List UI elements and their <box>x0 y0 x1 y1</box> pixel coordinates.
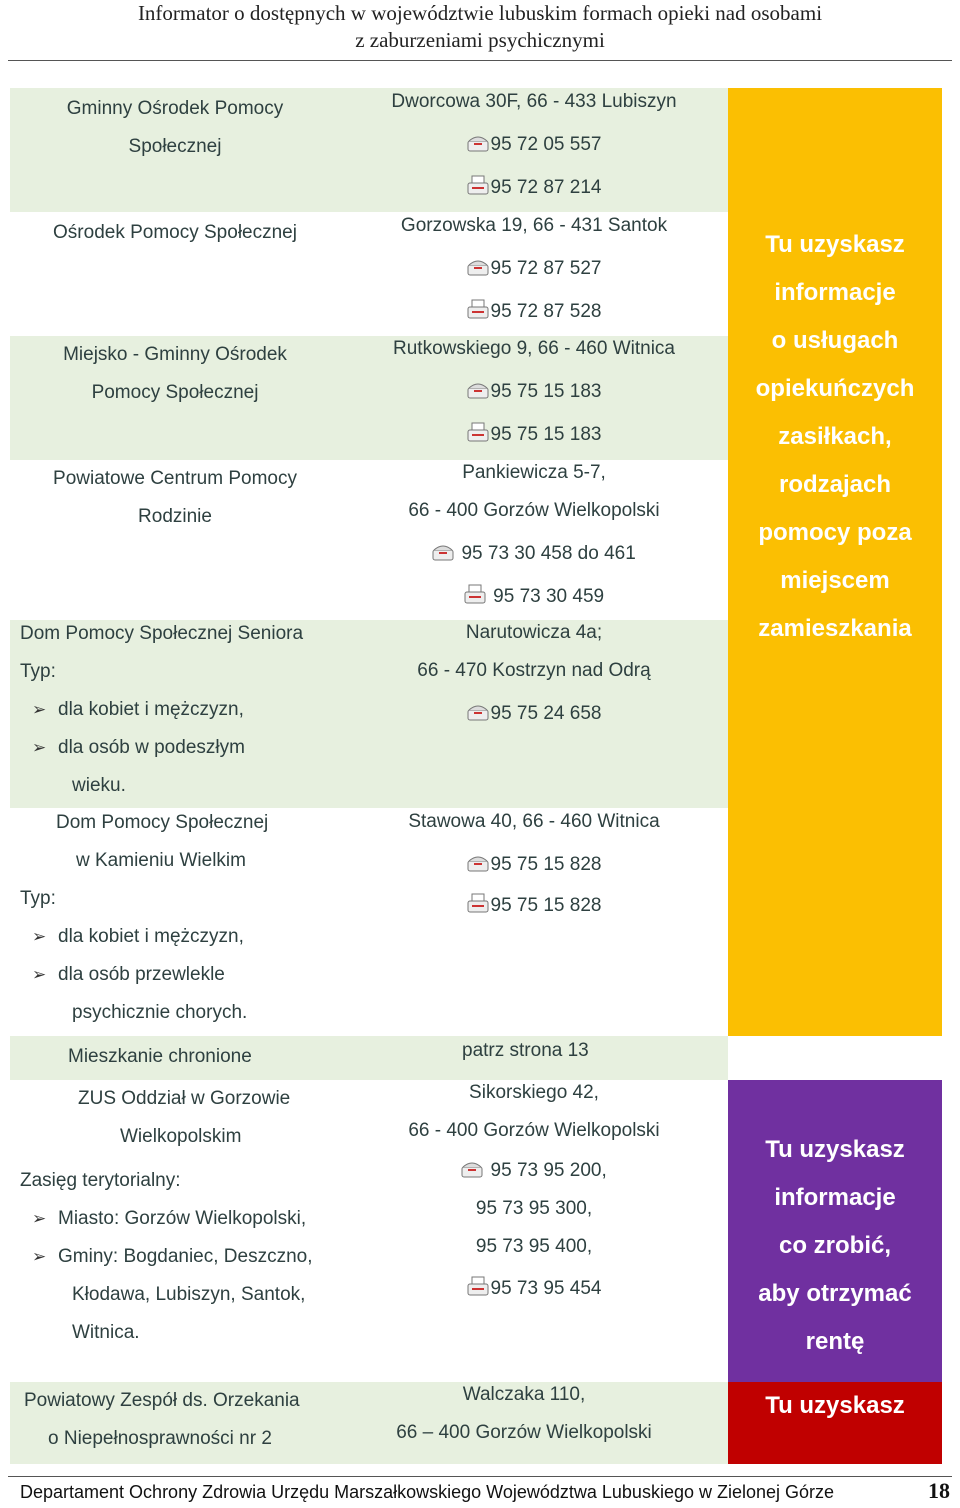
footer-divider <box>8 1476 952 1477</box>
info-box-care-services <box>728 88 942 1036</box>
fax-entry: 95 75 15 183 <box>340 416 728 454</box>
list-item: ➢ Gminy: Bogdaniec, Deszczno, <box>20 1238 338 1276</box>
fax-icon <box>467 171 489 191</box>
info-box-line: aby otrzymać <box>758 1280 912 1307</box>
header-line-2: z zaburzeniami psychicznymi <box>355 28 605 52</box>
row-dps-kamien-wielki <box>10 808 728 1036</box>
phone-entry: 95 75 24 658 <box>340 695 728 733</box>
list-item-continuation: Witnica. <box>72 1322 140 1343</box>
info-box-line: co zrobić, <box>778 1232 892 1259</box>
institution-name: Gminny Ośrodek Pomocy <box>66 98 284 119</box>
info-box-line: Tu uzyskasz <box>765 231 905 258</box>
telephone-icon <box>467 128 489 146</box>
info-box-line: Tu uzyskasz <box>765 1136 905 1163</box>
list-item: ➢ dla kobiet i mężczyzn, <box>20 691 330 729</box>
phone-entry: 95 72 87 527 <box>340 250 728 288</box>
institution-name: Dom Pomocy Społecznej <box>56 812 269 833</box>
info-box-line: zasiłkach, <box>778 423 892 450</box>
phone-entry: 95 75 15 183 <box>340 373 728 411</box>
institution-name: w Kamieniu Wielkim <box>76 850 246 871</box>
info-box-line: informacje <box>774 279 896 306</box>
fax-entry: 95 72 87 214 <box>340 169 728 207</box>
list-item-continuation: psychicznie chorych. <box>72 1002 248 1023</box>
scope-label: Zasięg terytorialny: <box>20 1170 181 1191</box>
institution-name: Pomocy Społecznej <box>91 382 259 403</box>
fax-entry: 95 73 95 454 <box>340 1270 728 1308</box>
institution-name: Ośrodek Pomocy Społecznej <box>53 222 297 243</box>
info-box-line: zamieszkania <box>758 615 912 642</box>
info-box-line: o usługach <box>771 327 899 354</box>
address: Gorzowska 19, 66 - 431 Santok <box>400 215 668 236</box>
footer-text: Departament Ochrony Zdrowia Urzędu Marszałkowskiego Województwa Lubuskiego w Zielonej Górze <box>20 1482 835 1502</box>
address: Rutkowskiego 9, 66 - 460 Witnica <box>393 338 675 359</box>
address: Walczaka 110, <box>462 1384 586 1405</box>
info-box-pension <box>728 1080 942 1382</box>
page-reference: patrz strona 13 <box>462 1040 589 1061</box>
header-line-1: Informator o dostępnych w województwie lubuskim formach opieki nad osobami <box>137 1 823 25</box>
list-item: ➢ dla kobiet i mężczyzn, <box>20 918 330 956</box>
telephone-icon <box>467 848 489 866</box>
list-item: ➢ Miasto: Gorzów Wielkopolski, <box>20 1200 338 1238</box>
fax-icon <box>464 580 486 600</box>
address: 66 – 400 Gorzów Wielkopolski <box>396 1422 652 1443</box>
institution-name: o Niepełnosprawności nr 2 <box>48 1428 272 1449</box>
institution-name: Miejsko - Gminny Ośrodek <box>63 344 287 365</box>
institution-name: Dom Pomocy Społecznej Seniora <box>20 623 304 644</box>
institution-name: Powiatowe Centrum Pomocy <box>53 468 297 489</box>
type-label: Typ: <box>20 888 56 909</box>
address: 66 - 400 Gorzów Wielkopolski <box>408 500 660 521</box>
row-pcpr <box>10 460 728 620</box>
header-divider <box>8 60 952 61</box>
type-label: Typ: <box>20 661 56 682</box>
phone-entry: 95 72 05 557 <box>340 126 728 164</box>
fax-entry: 95 72 87 528 <box>340 293 728 331</box>
institution-name: Powiatowy Zespół ds. Orzekania <box>24 1390 300 1411</box>
info-box-line: Tu uzyskasz <box>765 1392 905 1419</box>
address: Sikorskiego 42, <box>469 1082 599 1103</box>
page-number: 18 <box>928 1478 950 1503</box>
address: 66 - 470 Kostrzyn nad Odrą <box>417 660 651 681</box>
fax-icon <box>467 889 489 909</box>
address: Narutowicza 4a; <box>465 622 603 643</box>
phone-entry: 95 73 95 200, <box>340 1152 728 1190</box>
fax-entry: 95 73 30 459 <box>340 578 728 616</box>
telephone-icon <box>461 1154 483 1172</box>
info-box-line: miejscem <box>780 567 890 594</box>
telephone-icon <box>432 537 454 555</box>
institution-name: Rodzinie <box>138 506 212 527</box>
row-zus <box>10 1080 728 1382</box>
fax-icon <box>467 1272 489 1292</box>
document-header <box>0 0 960 54</box>
info-box-line: rentę <box>805 1328 865 1355</box>
fax-icon <box>467 418 489 438</box>
address: Pankiewicza 5-7, <box>462 462 606 483</box>
row-dps-seniora <box>10 620 728 808</box>
address: Dworcowa 30F, 66 - 433 Lubiszyn <box>391 91 677 112</box>
phone-entry: 95 73 30 458 do 461 <box>340 535 728 573</box>
address: Stawowa 40, 66 - 460 Witnica <box>408 811 660 832</box>
address: 66 - 400 Gorzów Wielkopolski <box>408 1120 660 1141</box>
institution-name: Wielkopolskim <box>120 1126 242 1147</box>
telephone-icon <box>467 252 489 270</box>
phone-entry: 95 73 95 400, <box>475 1236 593 1257</box>
row-mgops-witnica <box>10 336 728 460</box>
telephone-icon <box>467 375 489 393</box>
info-box-disability <box>728 1382 942 1464</box>
info-box-line: rodzajach <box>778 471 892 498</box>
fax-icon <box>467 295 489 315</box>
institution-name: ZUS Oddział w Gorzowie <box>78 1088 291 1109</box>
info-box-line: pomocy poza <box>758 519 912 546</box>
list-item-continuation: wieku. <box>72 775 126 796</box>
row-ops-santok <box>10 212 728 336</box>
list-item: ➢ dla osób przewlekle <box>20 956 330 994</box>
info-box-line: opiekuńczych <box>755 375 915 402</box>
phone-entry: 95 73 95 300, <box>475 1198 593 1219</box>
list-item-continuation: Kłodawa, Lubiszyn, Santok, <box>72 1284 306 1305</box>
list-item: ➢ dla osób w podeszłym <box>20 729 330 767</box>
telephone-icon <box>467 697 489 715</box>
phone-entry: 95 75 15 828 <box>340 846 728 884</box>
institution-name: Społecznej <box>128 136 222 157</box>
row-pzon <box>10 1382 728 1464</box>
fax-entry: 95 75 15 828 <box>340 887 728 925</box>
info-box-line: informacje <box>774 1184 896 1211</box>
institution-name: Mieszkanie chronione <box>68 1046 252 1067</box>
row-gops-lubiszyn <box>10 88 728 212</box>
